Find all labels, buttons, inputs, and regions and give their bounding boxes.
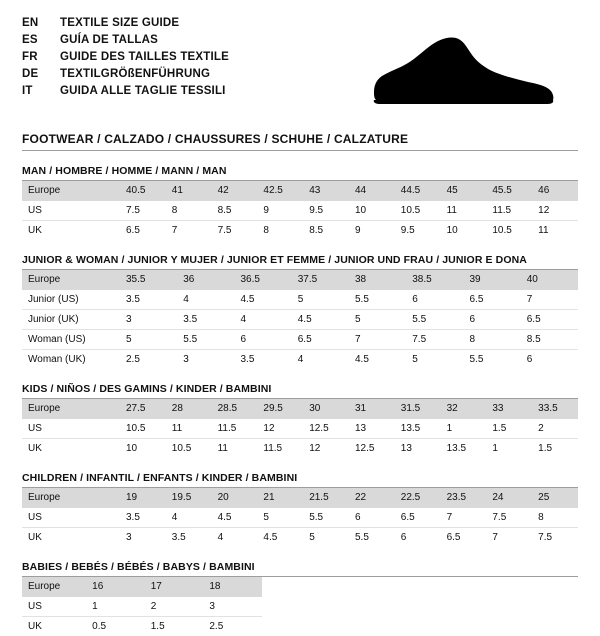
cell: 13 bbox=[349, 419, 395, 439]
cell: 16 bbox=[86, 577, 145, 597]
cell: 46 bbox=[532, 181, 578, 201]
table-row bbox=[22, 488, 578, 508]
cell: 6.5 bbox=[395, 508, 441, 528]
cell: 37.5 bbox=[292, 270, 349, 290]
cell: 41 bbox=[166, 181, 212, 201]
cell: 3.5 bbox=[235, 350, 292, 370]
row-label: Europe bbox=[22, 181, 120, 201]
section-title: FOOTWEAR / CALZADO / CHAUSSURES / SCHUHE / CALZATURE bbox=[22, 132, 578, 146]
row-label: UK bbox=[22, 221, 120, 241]
row-label: US bbox=[22, 419, 120, 439]
language-row bbox=[22, 14, 229, 31]
header-divider bbox=[22, 150, 578, 151]
cell: 8.5 bbox=[212, 201, 258, 221]
cell: 1.5 bbox=[532, 439, 578, 459]
cell: 10.5 bbox=[486, 221, 532, 241]
row-label: US bbox=[22, 201, 120, 221]
row-label: Europe bbox=[22, 399, 120, 419]
cell: 5.5 bbox=[464, 350, 521, 370]
cell: 38 bbox=[349, 270, 406, 290]
cell: 3.5 bbox=[177, 310, 234, 330]
row-label: US bbox=[22, 597, 86, 617]
cell: 0.5 bbox=[86, 617, 145, 636]
cell: 13.5 bbox=[441, 439, 487, 459]
language-label: TEXTILE SIZE GUIDE bbox=[60, 14, 229, 31]
cell: 5 bbox=[406, 350, 463, 370]
language-list-body bbox=[22, 14, 229, 99]
cell: 12.5 bbox=[349, 439, 395, 459]
size-table-children bbox=[22, 488, 578, 547]
cell: 13 bbox=[395, 439, 441, 459]
cell: 12.5 bbox=[303, 419, 349, 439]
cell: 3.5 bbox=[166, 528, 212, 548]
cell: 11 bbox=[532, 221, 578, 241]
cell: 7.5 bbox=[212, 221, 258, 241]
group-man bbox=[22, 165, 578, 240]
language-code: EN bbox=[22, 14, 60, 31]
cell: 5.5 bbox=[177, 330, 234, 350]
cell: 8.5 bbox=[303, 221, 349, 241]
group-title: CHILDREN / INFANTIL / ENFANTS / KINDER / BAMBINI bbox=[22, 472, 578, 488]
cell: 17 bbox=[145, 577, 204, 597]
cell: 5 bbox=[303, 528, 349, 548]
cell: 5.5 bbox=[349, 528, 395, 548]
cell: 45 bbox=[441, 181, 487, 201]
cell: 23.5 bbox=[441, 488, 487, 508]
table-row bbox=[22, 350, 578, 370]
table-row bbox=[22, 508, 578, 528]
cell: 31 bbox=[349, 399, 395, 419]
cell: 18 bbox=[203, 577, 262, 597]
cell: 3.5 bbox=[120, 290, 177, 310]
cell: 4 bbox=[177, 290, 234, 310]
cell: 45.5 bbox=[486, 181, 532, 201]
cell: 5 bbox=[120, 330, 177, 350]
cell: 30 bbox=[303, 399, 349, 419]
cell: 11.5 bbox=[212, 419, 258, 439]
cell: 5 bbox=[257, 508, 303, 528]
cell: 5 bbox=[292, 290, 349, 310]
cell: 27.5 bbox=[120, 399, 166, 419]
table-row bbox=[22, 221, 578, 241]
cell: 9.5 bbox=[395, 221, 441, 241]
cell: 4.5 bbox=[292, 310, 349, 330]
cell: 40 bbox=[521, 270, 578, 290]
table-row bbox=[22, 419, 578, 439]
cell: 9 bbox=[349, 221, 395, 241]
cell: 38.5 bbox=[406, 270, 463, 290]
cell: 42.5 bbox=[257, 181, 303, 201]
cell: 1.5 bbox=[486, 419, 532, 439]
cell: 13.5 bbox=[395, 419, 441, 439]
language-row bbox=[22, 31, 229, 48]
cell: 21.5 bbox=[303, 488, 349, 508]
cell: 19 bbox=[120, 488, 166, 508]
table-row bbox=[22, 270, 578, 290]
language-row bbox=[22, 82, 229, 99]
language-list bbox=[22, 14, 229, 99]
table-row bbox=[22, 181, 578, 201]
cell: 2.5 bbox=[203, 617, 262, 636]
table-row bbox=[22, 617, 262, 636]
cell: 6.5 bbox=[120, 221, 166, 241]
cell: 6 bbox=[406, 290, 463, 310]
row-label: UK bbox=[22, 528, 120, 548]
cell: 8 bbox=[257, 221, 303, 241]
cell: 7 bbox=[166, 221, 212, 241]
size-table-babies bbox=[22, 577, 262, 636]
cell: 3.5 bbox=[120, 508, 166, 528]
row-label: Europe bbox=[22, 488, 120, 508]
row-label: Europe bbox=[22, 577, 86, 597]
group-babies bbox=[22, 561, 578, 636]
cell: 8 bbox=[532, 508, 578, 528]
table-row bbox=[22, 439, 578, 459]
cell: 11 bbox=[166, 419, 212, 439]
row-label: Woman (UK) bbox=[22, 350, 120, 370]
cell: 5.5 bbox=[406, 310, 463, 330]
row-label: US bbox=[22, 508, 120, 528]
table-row bbox=[22, 290, 578, 310]
size-table-kids bbox=[22, 399, 578, 458]
cell: 10 bbox=[120, 439, 166, 459]
cell: 3 bbox=[177, 350, 234, 370]
language-code: IT bbox=[22, 82, 60, 99]
cell: 1.5 bbox=[145, 617, 204, 636]
cell: 32 bbox=[441, 399, 487, 419]
cell: 4.5 bbox=[257, 528, 303, 548]
cell: 7.5 bbox=[532, 528, 578, 548]
cell: 29.5 bbox=[257, 399, 303, 419]
cell: 11 bbox=[441, 201, 487, 221]
cell: 3 bbox=[120, 310, 177, 330]
cell: 35.5 bbox=[120, 270, 177, 290]
cell: 4.5 bbox=[235, 290, 292, 310]
cell: 43 bbox=[303, 181, 349, 201]
cell: 12 bbox=[532, 201, 578, 221]
cell: 12 bbox=[303, 439, 349, 459]
cell: 1 bbox=[441, 419, 487, 439]
cell: 22 bbox=[349, 488, 395, 508]
cell: 40.5 bbox=[120, 181, 166, 201]
cell: 2.5 bbox=[120, 350, 177, 370]
cell: 12 bbox=[257, 419, 303, 439]
cell: 33 bbox=[486, 399, 532, 419]
cell: 10.5 bbox=[166, 439, 212, 459]
cell: 3 bbox=[203, 597, 262, 617]
language-label: TEXTILGRÖßENFÜHRUNG bbox=[60, 65, 229, 82]
group-junior-woman bbox=[22, 254, 578, 369]
cell: 28.5 bbox=[212, 399, 258, 419]
group-title: KIDS / NIÑOS / DES GAMINS / KINDER / BAMBINI bbox=[22, 383, 578, 399]
cell: 7.5 bbox=[486, 508, 532, 528]
size-table-junior-woman bbox=[22, 270, 578, 369]
table-row bbox=[22, 330, 578, 350]
table-row bbox=[22, 528, 578, 548]
size-table-man bbox=[22, 181, 578, 240]
table-row bbox=[22, 399, 578, 419]
cell: 19.5 bbox=[166, 488, 212, 508]
cell: 6 bbox=[235, 330, 292, 350]
table-row bbox=[22, 577, 262, 597]
table-row bbox=[22, 201, 578, 221]
cell: 21 bbox=[257, 488, 303, 508]
row-label: UK bbox=[22, 439, 120, 459]
language-code: DE bbox=[22, 65, 60, 82]
row-label: Junior (US) bbox=[22, 290, 120, 310]
language-code: FR bbox=[22, 48, 60, 65]
cell: 1 bbox=[486, 439, 532, 459]
cell: 11.5 bbox=[486, 201, 532, 221]
cell: 7 bbox=[349, 330, 406, 350]
cell: 8 bbox=[166, 201, 212, 221]
cell: 6 bbox=[395, 528, 441, 548]
cell: 11.5 bbox=[257, 439, 303, 459]
cell: 10 bbox=[349, 201, 395, 221]
cell: 7.5 bbox=[406, 330, 463, 350]
cell: 39 bbox=[464, 270, 521, 290]
group-title: BABIES / BEBÉS / BÉBÉS / BABYS / BAMBINI bbox=[22, 561, 578, 577]
cell: 4 bbox=[212, 528, 258, 548]
language-row bbox=[22, 48, 229, 65]
language-label: GUÍA DE TALLAS bbox=[60, 31, 229, 48]
cell: 7 bbox=[521, 290, 578, 310]
page-header bbox=[22, 14, 578, 126]
cell: 2 bbox=[532, 419, 578, 439]
cell: 6 bbox=[521, 350, 578, 370]
cell: 5 bbox=[349, 310, 406, 330]
cell: 25 bbox=[532, 488, 578, 508]
cell: 36.5 bbox=[235, 270, 292, 290]
group-title: MAN / HOMBRE / HOMME / MANN / MAN bbox=[22, 165, 578, 181]
cell: 9 bbox=[257, 201, 303, 221]
cell: 42 bbox=[212, 181, 258, 201]
row-label: UK bbox=[22, 617, 86, 636]
cell: 6.5 bbox=[441, 528, 487, 548]
cell: 6.5 bbox=[464, 290, 521, 310]
cell: 5.5 bbox=[349, 290, 406, 310]
cell: 31.5 bbox=[395, 399, 441, 419]
cell: 4.5 bbox=[349, 350, 406, 370]
cell: 10 bbox=[441, 221, 487, 241]
dress-shoe-icon bbox=[360, 30, 570, 110]
language-label: GUIDE DES TAILLES TEXTILE bbox=[60, 48, 229, 65]
language-code: ES bbox=[22, 31, 60, 48]
cell: 5.5 bbox=[303, 508, 349, 528]
group-kids bbox=[22, 383, 578, 458]
cell: 10.5 bbox=[395, 201, 441, 221]
cell: 11 bbox=[212, 439, 258, 459]
cell: 8 bbox=[464, 330, 521, 350]
cell: 2 bbox=[145, 597, 204, 617]
cell: 44 bbox=[349, 181, 395, 201]
cell: 6.5 bbox=[292, 330, 349, 350]
cell: 4 bbox=[235, 310, 292, 330]
cell: 7 bbox=[486, 528, 532, 548]
cell: 4 bbox=[166, 508, 212, 528]
cell: 6 bbox=[464, 310, 521, 330]
cell: 9.5 bbox=[303, 201, 349, 221]
cell: 44.5 bbox=[395, 181, 441, 201]
language-label: GUIDA ALLE TAGLIE TESSILI bbox=[60, 82, 229, 99]
cell: 7 bbox=[441, 508, 487, 528]
cell: 4 bbox=[292, 350, 349, 370]
cell: 8.5 bbox=[521, 330, 578, 350]
cell: 28 bbox=[166, 399, 212, 419]
language-row bbox=[22, 65, 229, 82]
cell: 7.5 bbox=[120, 201, 166, 221]
row-label: Europe bbox=[22, 270, 120, 290]
cell: 24 bbox=[486, 488, 532, 508]
cell: 10.5 bbox=[120, 419, 166, 439]
cell: 4.5 bbox=[212, 508, 258, 528]
cell: 3 bbox=[120, 528, 166, 548]
group-title: JUNIOR & WOMAN / JUNIOR Y MUJER / JUNIOR ET FEMME / JUNIOR UND FRAU / JUNIOR E DONA bbox=[22, 254, 578, 270]
cell: 6.5 bbox=[521, 310, 578, 330]
group-children bbox=[22, 472, 578, 547]
cell: 20 bbox=[212, 488, 258, 508]
cell: 1 bbox=[86, 597, 145, 617]
cell: 22.5 bbox=[395, 488, 441, 508]
row-label: Junior (UK) bbox=[22, 310, 120, 330]
cell: 6 bbox=[349, 508, 395, 528]
cell: 36 bbox=[177, 270, 234, 290]
cell: 33.5 bbox=[532, 399, 578, 419]
table-row bbox=[22, 310, 578, 330]
row-label: Woman (US) bbox=[22, 330, 120, 350]
